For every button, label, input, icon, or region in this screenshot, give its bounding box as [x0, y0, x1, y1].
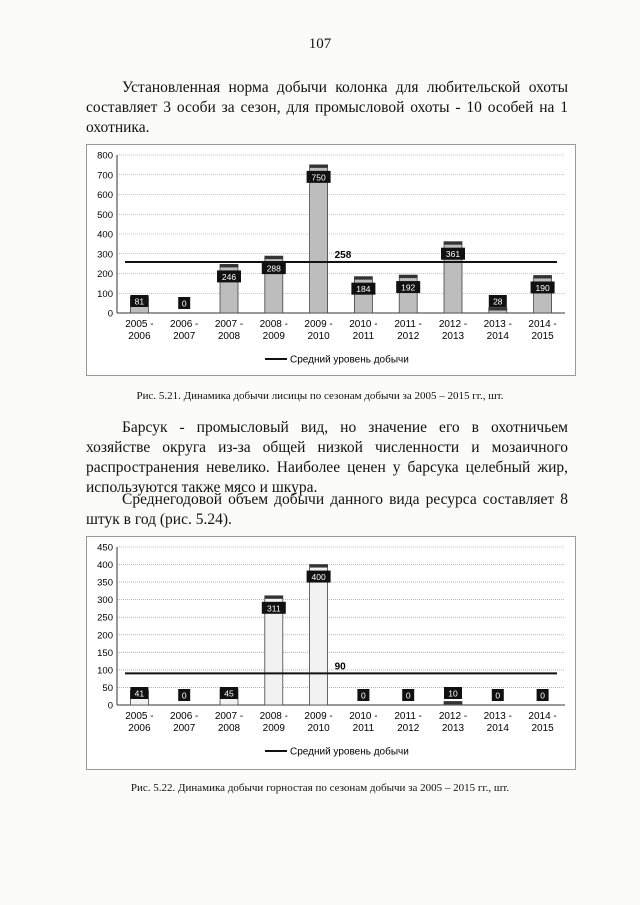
x-tick-label: 2005 -2006	[125, 319, 154, 342]
value-label: 0	[405, 690, 411, 701]
value-label: 750	[311, 172, 326, 183]
bar-cap	[310, 165, 328, 168]
fox-harvest-chart-svg	[87, 145, 575, 375]
legend-label: Средний уровень добычи	[290, 746, 409, 758]
page-number: 107	[308, 36, 332, 52]
y-tick-label: 500	[97, 209, 113, 221]
value-label: 81	[134, 296, 145, 307]
caption-fig-5-21: Рис. 5.21. Динамика добычи лисицы по сезонам добычи за 2005 – 2015 гг., шт.	[136, 390, 504, 402]
x-tick-label: 2014 -2015	[528, 711, 557, 734]
x-tick-label: 2009 -2010	[304, 711, 333, 734]
x-tick-label: 2013 -2014	[483, 319, 512, 342]
bar-cap	[444, 242, 462, 245]
paragraph-1: Установленная норма добычи колонка для любительской охоты составляет 3 особи за сезон, для промысловой охоты - 10 особей на 1 охотника.	[86, 79, 568, 136]
value-label: 0	[181, 690, 187, 701]
value-label: 0	[361, 690, 366, 701]
caption-fig-5-22: Рис. 5.22. Динамика добычи горностая по сезонам добычи за 2005 – 2015 гг., шт.	[130, 782, 510, 794]
bar-cap	[220, 264, 238, 267]
y-tick-label: 150	[97, 647, 113, 659]
value-label: 288	[266, 263, 281, 274]
y-tick-label: 400	[97, 229, 113, 241]
value-label: 0	[181, 298, 187, 309]
x-tick-label: 2014 -2015	[528, 319, 557, 342]
y-tick-label: 100	[97, 665, 113, 677]
bar-cap	[534, 275, 552, 278]
y-tick-label: 400	[97, 560, 113, 572]
x-tick-label: 2006 -2007	[170, 319, 199, 342]
bar-cap	[310, 565, 328, 568]
y-tick-label: 200	[97, 269, 113, 280]
bar	[399, 275, 417, 313]
bar	[310, 565, 328, 705]
value-label: 0	[540, 690, 545, 701]
x-tick-label: 2013 -2014	[483, 711, 512, 734]
x-tick-label: 2010 -2011	[349, 319, 378, 342]
fox-harvest-chart	[86, 144, 576, 376]
x-tick-label: 2010 -2011	[349, 711, 378, 734]
x-tick-label: 2009 -2010	[304, 319, 333, 342]
value-label: 10	[448, 688, 458, 699]
x-tick-label: 2005 -2006	[125, 711, 154, 734]
average-line-label: 90	[334, 661, 346, 673]
y-tick-label: 300	[97, 249, 113, 261]
y-tick-label: 200	[97, 630, 113, 642]
y-tick-label: 300	[97, 595, 113, 607]
bar-cap	[265, 256, 283, 259]
x-tick-label: 2007 -2008	[214, 711, 244, 734]
y-tick-label: 700	[97, 170, 113, 182]
bar-cap	[444, 701, 462, 704]
y-tick-label: 50	[102, 682, 113, 694]
value-label: 45	[224, 688, 234, 699]
value-label: 28	[493, 296, 503, 307]
bar-cap	[265, 596, 283, 599]
bar	[354, 277, 372, 313]
paragraph-2: Барсук - промысловый вид, но значение его в охотничьем хозяйстве округа из-за общей низкой численности и мозаичного распространения невелико. Наиболее ценен у барсука целебный жир, используются также мясо и шкура.	[86, 419, 568, 496]
value-label: 41	[134, 688, 145, 699]
y-tick-label: 100	[97, 288, 113, 300]
y-tick-label: 600	[97, 190, 113, 201]
x-tick-label: 2012 -2013	[438, 711, 468, 734]
y-tick-label: 800	[97, 150, 113, 162]
value-label: 0	[495, 690, 501, 701]
bar-cap	[354, 277, 372, 280]
y-tick-label: 250	[97, 612, 113, 624]
x-tick-label: 2007 -2008	[214, 319, 244, 342]
value-label: 361	[445, 249, 461, 260]
value-label: 246	[221, 271, 237, 282]
x-tick-label: 2012 -2013	[438, 319, 468, 342]
stoat-harvest-chart	[86, 536, 576, 770]
x-tick-label: 2011 -2012	[394, 319, 423, 342]
x-tick-label: 2008 -2009	[259, 319, 288, 342]
paragraph-3: Среднегодовой объем добычи данного вида ресурса составляет 8 штук в год (рис. 5.24).	[86, 491, 568, 528]
stoat-harvest-chart-svg	[87, 537, 575, 769]
y-tick-label: 0	[107, 308, 113, 320]
y-tick-label: 0	[107, 700, 113, 712]
bar	[534, 275, 552, 313]
y-tick-label: 450	[97, 542, 113, 554]
value-label: 184	[356, 284, 371, 295]
value-label: 190	[535, 282, 550, 293]
value-label: 192	[401, 282, 416, 293]
bar	[310, 165, 328, 313]
value-label: 400	[311, 572, 326, 583]
y-tick-label: 350	[97, 577, 113, 589]
x-tick-label: 2006 -2007	[170, 711, 199, 734]
bar-cap	[399, 275, 417, 278]
bar-cap	[489, 307, 507, 310]
x-tick-label: 2011 -2012	[394, 711, 423, 734]
average-line-label: 258	[334, 250, 352, 262]
value-label: 311	[267, 603, 281, 614]
x-tick-label: 2008 -2009	[259, 711, 288, 734]
legend-label: Средний уровень добычи	[290, 354, 409, 366]
